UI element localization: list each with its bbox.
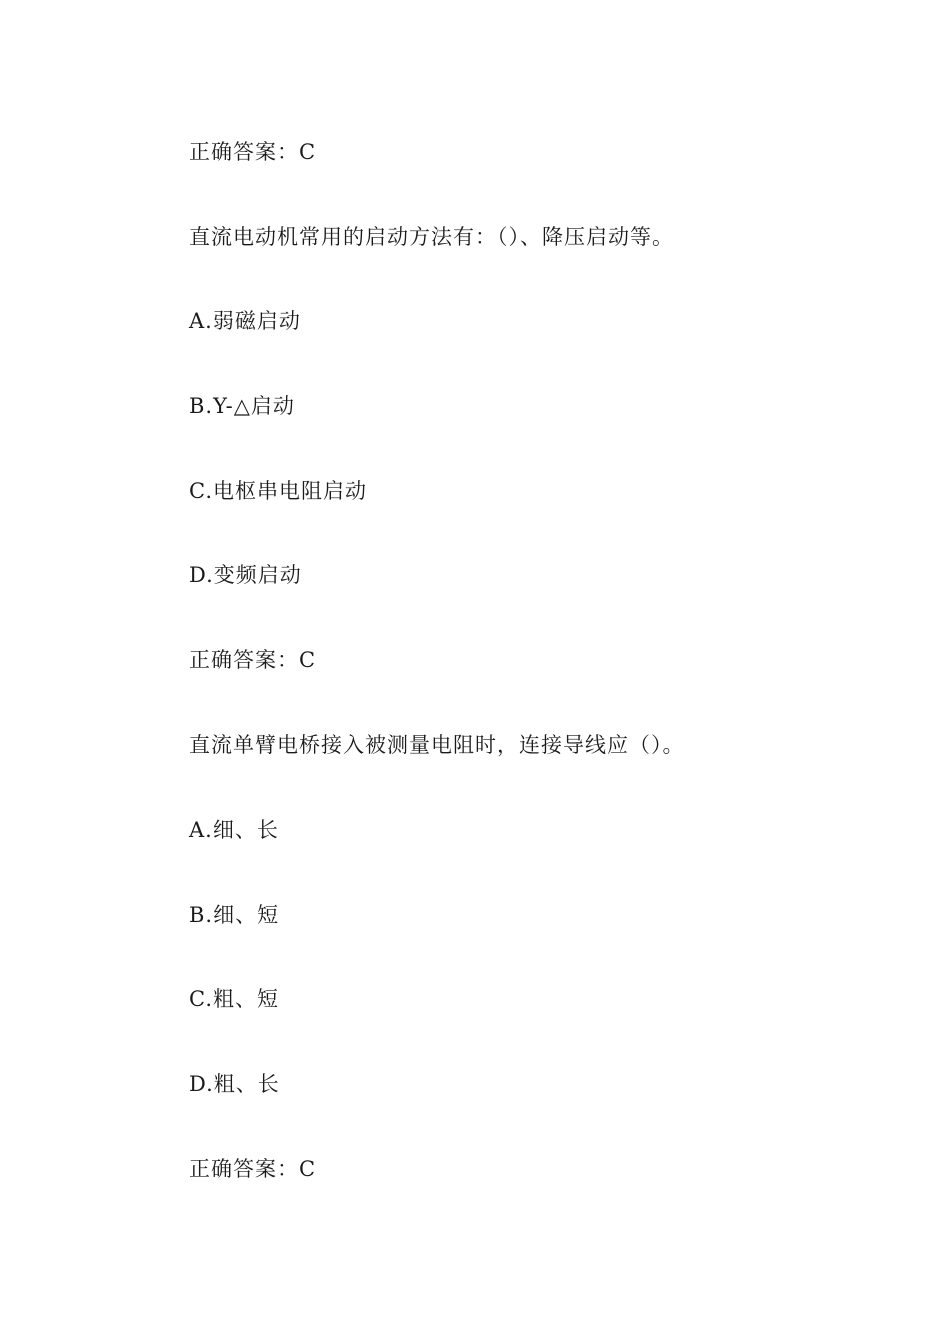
- question-3-option-d: D.粗、长: [189, 1072, 280, 1096]
- question-2-option-d: D.变频启动: [189, 563, 302, 587]
- question-3-text: 直流单臂电桥接入被测量电阻时，连接导线应（）。: [189, 733, 685, 757]
- question-2-option-b: B.Y-△启动: [189, 394, 295, 418]
- question-3-option-b: B.细、短: [189, 903, 280, 927]
- question-2-option-a: A.弱磁启动: [189, 309, 301, 333]
- question-3-option-a: A.细、长: [189, 818, 279, 842]
- answer-line-1: 正确答案：C: [189, 140, 317, 164]
- answer-line-2: 正确答案：C: [189, 648, 317, 672]
- question-3-option-c: C.粗、短: [189, 987, 279, 1011]
- answer-line-3: 正确答案：C: [189, 1157, 317, 1181]
- question-2-text: 直流电动机常用的启动方法有：（）、降压启动等。: [189, 225, 674, 249]
- question-2-option-c: C.电枢串电阻启动: [189, 479, 367, 503]
